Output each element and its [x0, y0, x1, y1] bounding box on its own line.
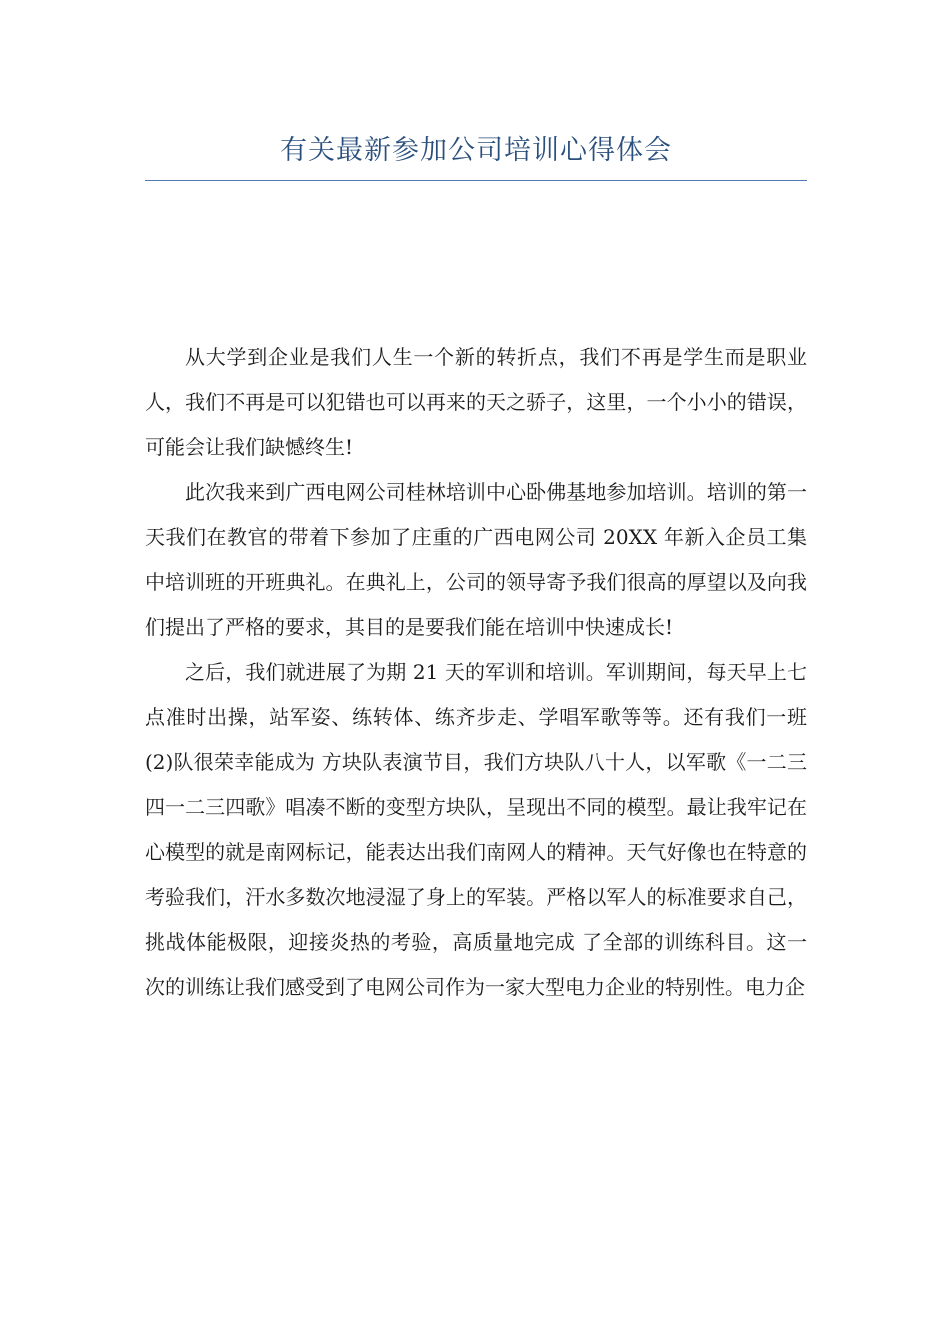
document-body — [145, 335, 807, 1010]
title-underline — [145, 180, 807, 181]
document-title: 有关最新参加公司培训心得体会 — [280, 135, 672, 166]
paragraph-2: 此次我来到广西电网公司桂林培训中心卧佛基地参加培训。培训的第一天我们在教官的带着下参加了庄重的广西电网公司 20XX 年新入企员工集中培训班的开班典礼。在典礼上，公司的领导寄予我们很高的厚望以及向我们提出了严格的要求，其目的是要我们能在培训中快速成长! — [145, 480, 807, 639]
paragraph-3: 之后，我们就进展了为期 21 天的军训和培训。军训期间，每天早上七点准时出操，站军姿、练转体、练齐步走、学唱军歌等等。还有我们一班(2)队很荣幸能成为 方块队表演节目，我们方块队八十人，以军歌《一二三四一二三四歌》唱凑不断的变型方块队，呈现出不同的模型。最让我牢记在心模型的就是南网标记，能表达出我们南网人的精神。天气好像也在特意的考验我们，汗水多数次地浸湿了身上的军装。严格以军人的标准要求自己，挑战体能极限，迎接炎热的考验，高质量地完成 了全部的训练科目。这一次的训练让我们感受到了电网公司作为一家大型电力企业的特别性。电力企 — [145, 660, 807, 999]
paragraph-1: 从大学到企业是我们人生一个新的转折点，我们不再是学生而是职业人，我们不再是可以犯错也可以再来的天之骄子，这里，一个小小的错误，可能会让我们缺憾终生! — [145, 345, 807, 459]
